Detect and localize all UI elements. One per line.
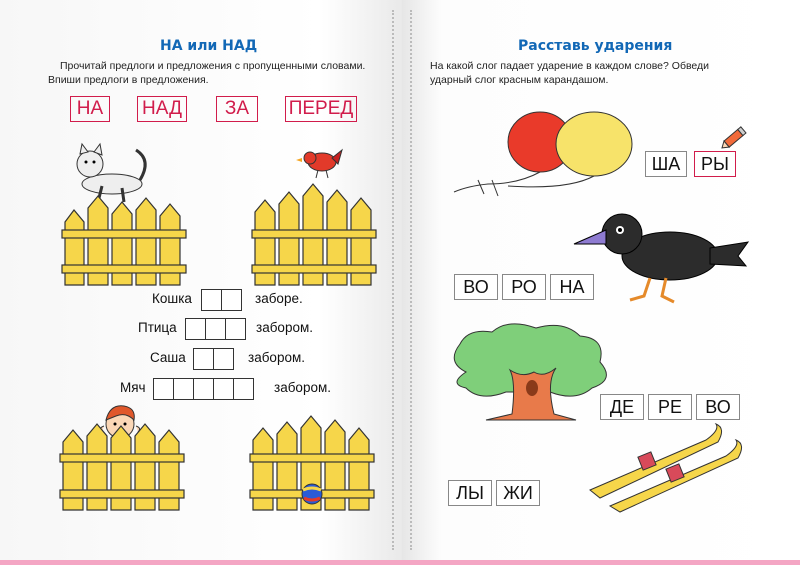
sentence-2-rest: забором. <box>256 320 313 335</box>
preposition-card-pered: ПЕРЕД <box>285 96 357 122</box>
binding-edge <box>410 10 416 550</box>
answer-cell[interactable] <box>213 348 234 370</box>
sentence-1-subject: Кошка <box>152 291 192 306</box>
tree-icon <box>454 324 606 420</box>
preposition-card-na: НА <box>70 96 110 122</box>
preposition-card-nad: НАД <box>137 96 187 122</box>
answer-cell[interactable] <box>221 289 242 311</box>
preposition-card-za: ЗА <box>216 96 258 122</box>
binding-edge <box>392 10 398 550</box>
sentence-4-rest: забором. <box>274 380 331 395</box>
crow-illustration <box>570 204 750 304</box>
right-page <box>402 0 800 560</box>
left-instruction-line2: Впиши предлоги в предложения. <box>48 74 209 86</box>
cat-icon <box>77 144 145 202</box>
tree-illustration <box>446 322 616 426</box>
bird-icon <box>296 150 342 178</box>
red-pencil-icon <box>720 122 750 152</box>
crow-icon <box>574 214 748 302</box>
fence-with-bird-illustration <box>250 140 390 290</box>
syllable-ry[interactable]: РЫ <box>694 151 736 177</box>
sentence-3-subject: Саша <box>150 350 186 365</box>
answer-cell[interactable] <box>213 378 234 400</box>
answer-cell[interactable] <box>153 378 174 400</box>
left-page-title: НА или НАД <box>160 38 258 54</box>
balloon-icon <box>454 112 632 196</box>
right-instruction-line1: На какой слог падает ударение в каждом слове? Обведи <box>430 60 710 72</box>
syllable-zhi[interactable]: ЖИ <box>496 480 540 506</box>
skis-icon <box>590 424 742 512</box>
sentence-2-subject: Птица <box>138 320 177 335</box>
right-page-title: Расставь ударения <box>518 38 673 54</box>
syllable-vo-2[interactable]: ВО <box>696 394 740 420</box>
syllable-ro[interactable]: РО <box>502 274 546 300</box>
skis-illustration <box>586 420 746 510</box>
syllable-ly[interactable]: ЛЫ <box>448 480 492 506</box>
answer-cells-2[interactable] <box>186 318 246 338</box>
sentence-4-subject: Мяч <box>120 380 146 395</box>
fence-with-cat-illustration <box>60 140 200 290</box>
fence-with-ball-illustration <box>248 410 388 520</box>
balloons-illustration <box>448 104 638 204</box>
right-instruction-line2: ударный слог красным карандашом. <box>430 74 609 86</box>
left-page <box>0 0 402 560</box>
answer-cells-3[interactable] <box>194 348 234 368</box>
answer-cell[interactable] <box>173 378 194 400</box>
answer-cell[interactable] <box>225 318 246 340</box>
syllable-de[interactable]: ДЕ <box>600 394 644 420</box>
answer-cell[interactable] <box>185 318 206 340</box>
answer-cell[interactable] <box>205 318 226 340</box>
syllable-na[interactable]: НА <box>550 274 594 300</box>
syllable-re[interactable]: РЕ <box>648 394 692 420</box>
syllable-vo[interactable]: ВО <box>454 274 498 300</box>
sentence-3-rest: забором. <box>248 350 305 365</box>
ball-icon <box>302 484 322 504</box>
sentence-1-rest: заборе. <box>255 291 303 306</box>
answer-cell[interactable] <box>193 378 214 400</box>
fence-with-boy-illustration <box>58 402 198 514</box>
answer-cell[interactable] <box>201 289 222 311</box>
answer-cells-1[interactable] <box>202 289 242 309</box>
answer-cell[interactable] <box>233 378 254 400</box>
answer-cell[interactable] <box>193 348 214 370</box>
answer-cells-4[interactable] <box>154 378 254 398</box>
left-instruction-line1: Прочитай предлоги и предложения с пропущенными словами. <box>60 60 366 72</box>
syllable-sha[interactable]: ША <box>645 151 687 177</box>
